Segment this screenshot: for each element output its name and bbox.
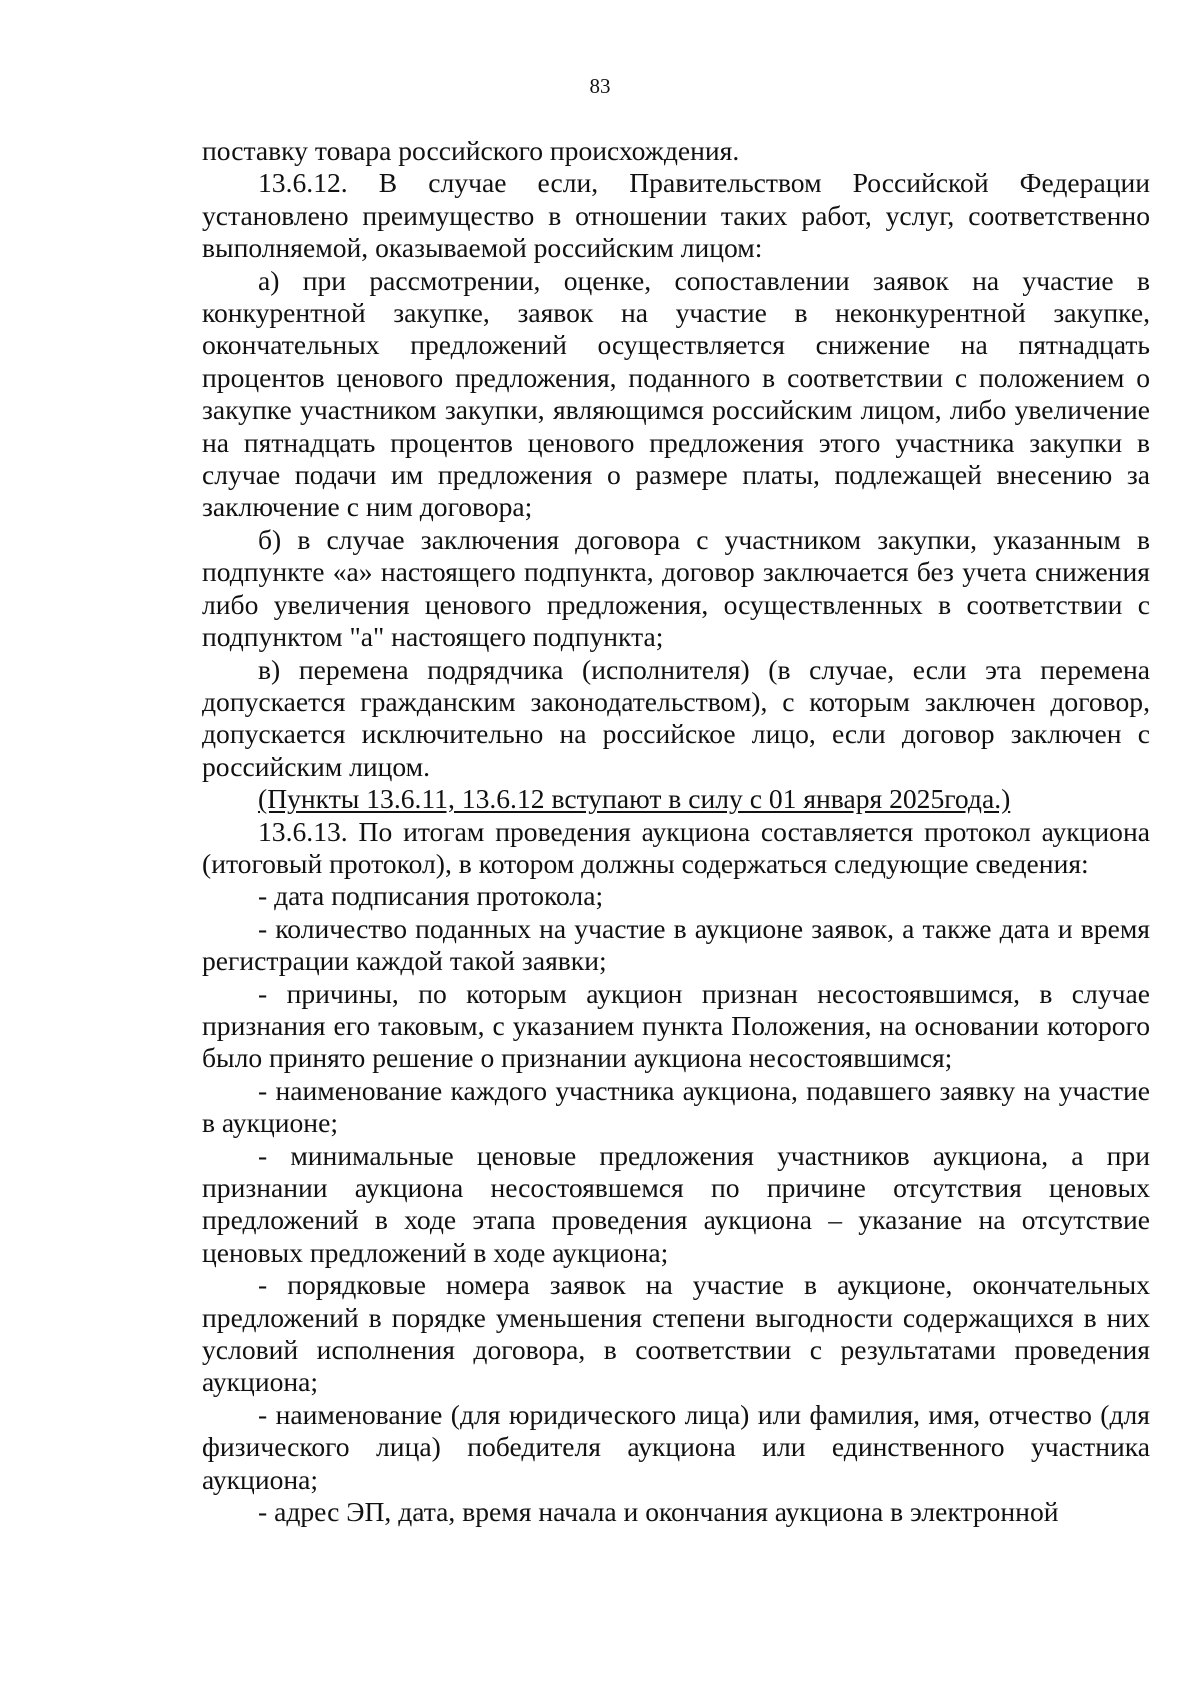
list-item-winner-name: - наименование (для юридического лица) или фамилия, имя, отчество (для физического лица) победителя аукциона или единственного участника аукциона; bbox=[202, 1398, 1150, 1495]
page-number: 83 bbox=[589, 74, 611, 98]
list-item-applications-count: - количество поданных на участие в аукционе заявок, а также дата и время регистрации каждой такой заявки; bbox=[202, 912, 1150, 977]
paragraph-subitem-v: в) перемена подрядчика (исполнителя) (в случае, если эта перемена допускается гражданским законодательством), с которым заключен договор, допускается исключительно на российское лицо, если договор заключен с российским лицом. bbox=[202, 653, 1150, 782]
paragraph-13-6-12: 13.6.12. В случае если, Правительством Российской Федерации установлено преимущество в отношении таких работ, услуг, соответственно выполняемой, оказываемой российским лицом: bbox=[202, 167, 1150, 264]
paragraph-subitem-b: б) в случае заключения договора с участником закупки, указанным в подпункте «а» настоящего подпункта, договор заключается без учета снижения либо увеличения ценового предложения, осуществленных в соответствии с подпунктом "а" настоящего подпункта; bbox=[202, 523, 1150, 653]
list-item-participant-names: - наименование каждого участника аукциона, подавшего заявку на участие в аукционе; bbox=[202, 1074, 1150, 1139]
list-item-signing-date: - дата подписания протокола; bbox=[258, 880, 604, 912]
effective-date-note-text: (Пункты 13.6.11, 13.6.12 вступают в силу с 01 января 2025года.) bbox=[258, 783, 1011, 815]
paragraph-subitem-a: а) при рассмотрении, оценке, сопоставлении заявок на участие в конкурентной закупке, заявок на участие в неконкурентной закупке, окончательных предложений осуществляется снижение на пятнадцать процентов ценового предложения, поданного в соответствии с положением о закупке участником закупки, являющимся российским лицом, либо увеличение на пятнадцать процентов ценового предложения этого участника закупки в случае подачи им предложения о размере платы, подлежащей внесению за заключение с ним договора; bbox=[202, 264, 1150, 523]
list-item-failure-reasons: - причины, по которым аукцион признан несостоявшимся, в случае признания его таковым, с указанием пункта Положения, на основании которого было принято решение о признании аукциона несостоявшимся; bbox=[202, 977, 1150, 1074]
list-item-platform-address: - адрес ЭП, дата, время начала и окончания аукциона в электронной bbox=[258, 1496, 1059, 1528]
paragraph-continuation: поставку товара российского происхождения. bbox=[202, 135, 740, 166]
list-item-minimum-prices: - минимальные ценовые предложения участников аукциона, а при признании аукциона несостоявшемся по причине отсутствия ценовых предложений в ходе этапа проведения аукциона – указание на отсутствие ценовых предложений в ходе аукциона; bbox=[202, 1139, 1150, 1268]
list-item-ranking-numbers: - порядковые номера заявок на участие в аукционе, окончательных предложений в порядке уменьшения степени выгодности содержащихся в них условий исполнения договора, в соответствии с результатами проведения аукциона; bbox=[202, 1269, 1150, 1398]
effective-date-note bbox=[202, 783, 1150, 815]
paragraph-13-6-13: 13.6.13. По итогам проведения аукциона составляется протокол аукциона (итоговый протокол), в котором должны содержаться следующие сведения: bbox=[202, 815, 1150, 879]
document-body bbox=[202, 135, 1150, 1528]
